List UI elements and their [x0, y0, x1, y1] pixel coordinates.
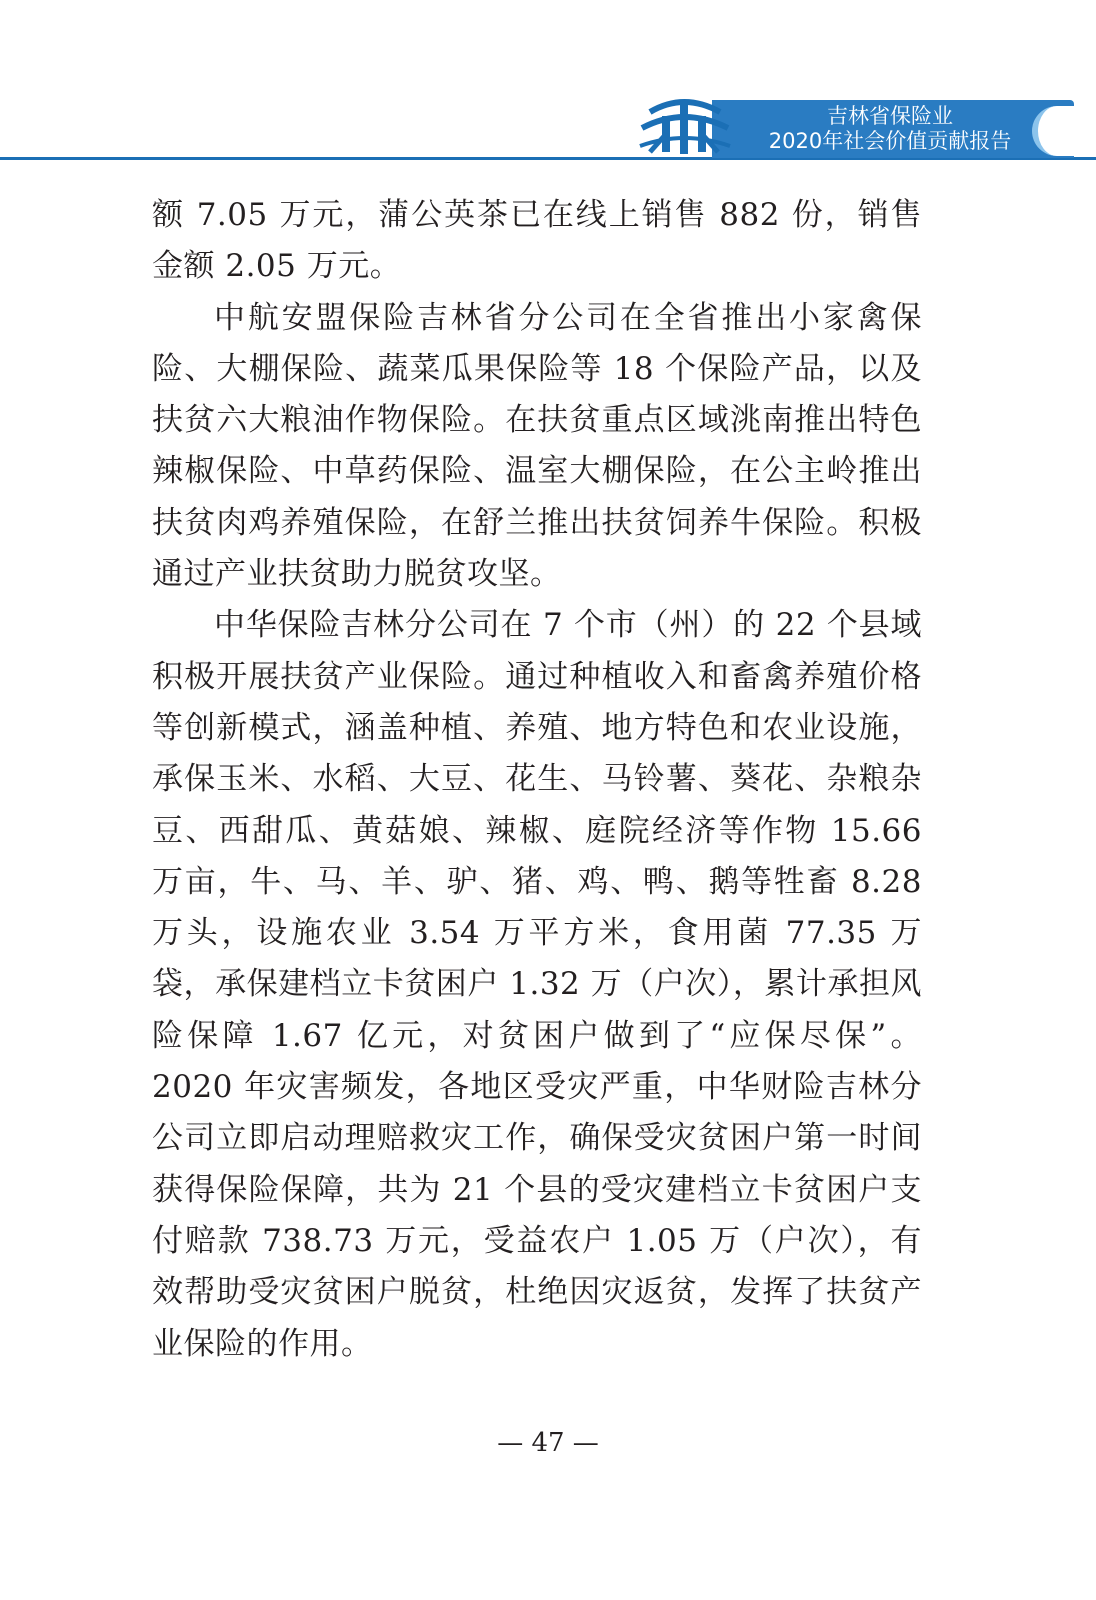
page-number: — 47 — — [497, 1428, 599, 1458]
report-title-line1: 吉林省保险业 — [827, 104, 953, 128]
body-text — [152, 190, 922, 1370]
report-title — [760, 104, 1020, 154]
header-banner-curve — [1032, 106, 1092, 156]
insurance-association-logo-icon — [636, 88, 732, 160]
report-title-line2: 2020年社会价值贡献报告 — [768, 129, 1012, 153]
paragraph-zhonghua-insurance: 中华保险吉林分公司在 7 个市（州）的 22 个县域积极开展扶贫产业保险。通过种植收入和畜禽养殖价格等创新模式，涵盖种植、养殖、地方特色和农业设施，承保玉米、水稻、大豆、花生、马铃薯、葵花、杂粮杂豆、西甜瓜、黄菇娘、辣椒、庭院经济等作物 15.66 万亩，牛、马、羊、驴、猪、鸡、鸭、鹅等牲畜 8.28 万头，设施农业 3.54 万平方米，食用菌 77.35 万袋，承保建档立卡贫困户 1.32 万（户次），累计承担风险保障 1.67 亿元，对贫困户做到了“应保尽保”。2020 年灾害频发，各地区受灾严重，中华财险吉林分公司立即启动理赔救灾工作，确保受灾贫困户第一时间获得保险保障，共为 21 个县的受灾建档立卡贫困户支付赔款 738.73 万元，受益农户 1.05 万（户次），有效帮助受灾贫困户脱贫，杜绝因灾返贫，发挥了扶贫产业保险的作用。 — [152, 607, 922, 1362]
paragraph-zhonghang-anmeng: 中航安盟保险吉林省分公司在全省推出小家禽保险、大棚保险、蔬菜瓜果保险等 18 个保险产品，以及扶贫六大粮油作物保险。在扶贫重点区域洮南推出特色辣椒保险、中草药保险、温室大棚保险，在公主岭推出扶贫肉鸡养殖保险，在舒兰推出扶贫饲养牛保险。积极通过产业扶贫助力脱贫攻坚。 — [152, 299, 922, 593]
paragraph-continued: 额 7.05 万元，蒲公英茶已在线上销售 882 份，销售金额 2.05 万元。 — [152, 197, 922, 285]
page-header — [0, 0, 1096, 170]
